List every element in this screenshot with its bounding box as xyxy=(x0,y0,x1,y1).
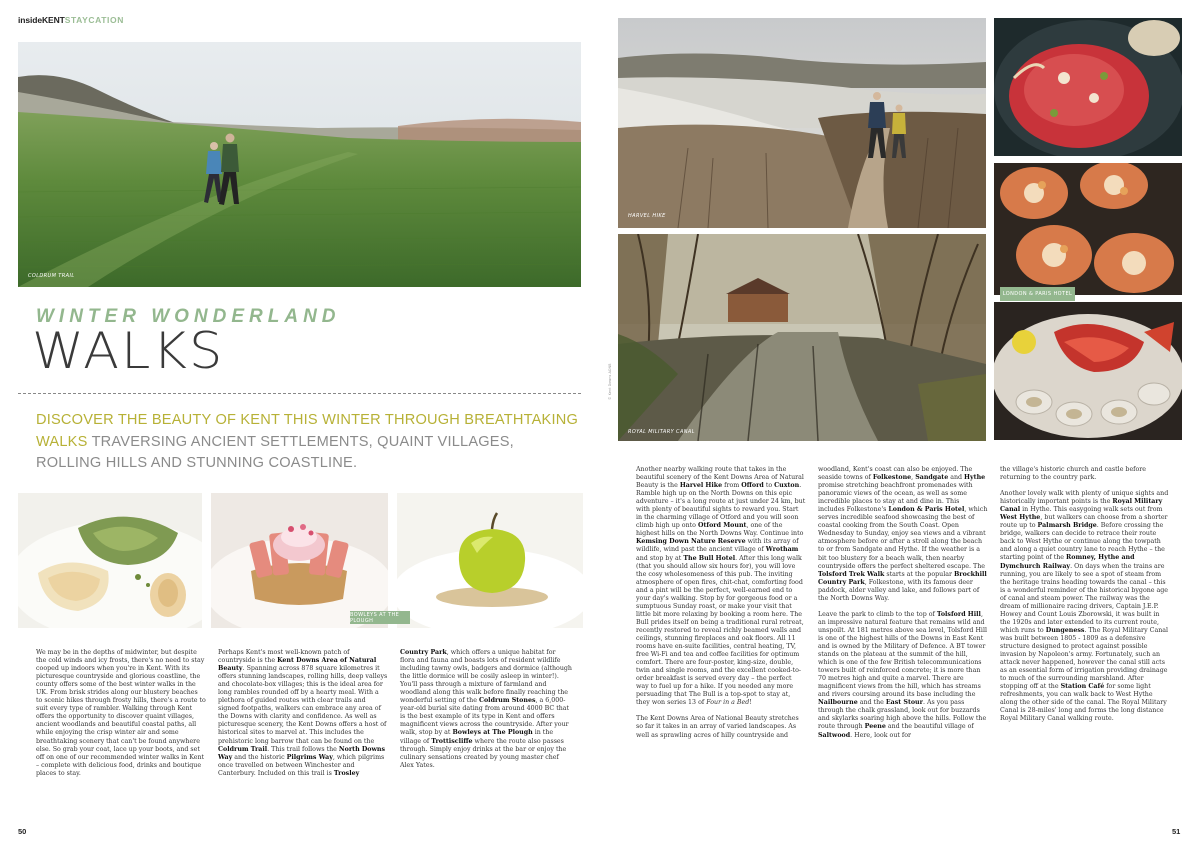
bowleys-caption: BOWLEYS AT THE PLOUGH xyxy=(350,611,410,624)
body-paragraph: Another lovely walk with plenty of unique sights and historically important points is the Royal Military Canal in Hythe. This easygoing walk sets out from West Hythe, but walkers can choose from a shorter route up to Palmarsh Bridge. Before crossing the bridge, walkers can decide to retrace their route back to West Hythe or continue along the towpath and along a quiet country lane to reach Hythe – the starting point of the Romney, Hythe and Dymchurch Railway. On days when the trains are running, you are likely to see a spot of steam from the heritage trains heading towards the canal – this is a wonderful reminder of the historical bygone age of canal and steam power. The railway was the dream of millionaire racing drivers, Captain J.E.P. Howey and Count Louis Zborowski, it was built in the 1920s and later extended to its current route, which runs to Dungeness. The Royal Military Canal was built between 1805 - 1809 as a defensive structure designed to protect against possible invasion by Napoleon's army. Fortunately, such an attack never happened, however the canal still acts as an essential form of irrigation providing drainage to much of the surrounding marshland. After stopping off at the Station Café for some light refreshments, you can walk back to West Hythe along the other side of the canal. The Royal Military Canal is 28-miles' long and forms the long distance Royal Military Canal walking route. xyxy=(1000,490,1169,723)
body-column-4 xyxy=(636,466,806,740)
carpaccio-photo xyxy=(994,18,1182,156)
harvel-hike-photo xyxy=(618,18,986,228)
header-prefix: inside xyxy=(18,15,42,25)
dashed-rule xyxy=(18,393,581,394)
header-section: STAYCATION xyxy=(64,15,124,25)
body-paragraph: Another nearby walking route that takes in the beautiful scenery of the Kent Downs Area of Natural Beauty is the Harvel Hike from Offord to Cuxton. Ramble high up on the North Downs on this epic adventure – it's a long route at just under 24 km, but with plenty of beautiful sights to reward you. Start in the charming village of Otford and you will soon climb high up onto Otford Mount, one of the highest hills on the North Downs Way. Continue into Kemsing Down Nature Reserve with its array of wildlife, wind past the ancient village of Wrotham and stop by at The Bull Hotel. After this long walk (that you should allow six hours for), you will love the cosy wholesomeness of this pub. The inviting atmosphere of open fires, chit-chat, comforting food and a pint will be the perfect, well-earned end to your day's walking. Stop by for gorgeous food or a sumptuous Sunday roast, or make your visit that little bit more relaxing by booking a room here. The Bull prides itself on being a traditional rural retreat, recently restored to reveal richly beamed walls and ceilings, stunning fireplaces and oak floors. All 11 rooms have en-suite facilities, central heating, TV, free Wi-Fi and tea and coffee facilities for optimum comfort. There are four-poster, king-size, double, twin and single rooms, and the excellent cooked-to-order breakfast is served every day – the perfect way to fuel up for a hike. If you needed any more persuading that The Bull is a top-spot to stay at, they won series 13 of Four in a Bed! xyxy=(636,466,806,707)
body-paragraph: Country Park, which offers a unique habitat for flora and fauna and boasts lots of resident wildlife including tawny owls, badgers and dormice (although the little dormice will be cosily asleep in winter!). You'll pass through a mixture of farmland and woodland along this walk before finally reaching the wonderful setting of the Coldrum Stones, a 6,000-year-old burial site dating from around 4000 BC that is the best example of its type in Kent and offers magnificent views across the countryside. After your walk, stop by at Bowleys at The Plough in the village of Trottiscliffe where the route also passes through. Simply enjoy drinks at the bar or enjoy the culinary sensations created by young master chef Alex Yates. xyxy=(400,649,572,769)
body-paragraph: Leave the park to climb to the top of Tolsford Hill, an impressive natural feature that remains wild and unspoilt. At 181 metres above sea level, Tolsford Hill is one of the highest hills of the Downs in East Kent and is owned by the Military of Defence. A BT tower stands on the plateau at the summit of the hill, which is one of the few British telecommunications towers built of reinforced concrete; it is more than 70 metres high and quite a marvel. There are magnificent views from the hill, which has streams and rivers coursing around its base including the Nailbourne and the East Stour. As you pass through the chalk grassland, look out for buzzards and skylarks soaring high above the hills. Follow the route through Peene and the beautiful village of Saltwood. Here, look out for xyxy=(818,610,987,739)
deck-highlight: DISCOVER THE BEAUTY OF KENT THIS WINTER THROUGH BREATHTAKING WALKS xyxy=(36,412,579,450)
deck-rest: TRAVERSING ANCIENT SETTLEMENTS, QUAINT VILLAGES, ROLLING HILLS AND STUNNING COASTLINE. xyxy=(36,433,514,471)
page-number-right: 51 xyxy=(1172,827,1181,836)
royal-military-canal-caption: ROYAL MILITARY CANAL xyxy=(628,429,695,435)
body-paragraph: woodland, Kent's coast can also be enjoyed. The seaside towns of Folkestone, Sandgate and Hythe promise stretching beachfront promenades with panoramic views of the ocean, as well as some incredible places to stay at and dine in. This includes Folkestone's London & Paris Hotel, which serves incredible seafood showcasing the best of coastal cooking from the South Coast. Open Wednesday to Sunday, enjoy sea views and a vibrant atmosphere before or after a stroll along the beach to or from Sandgate and Hythe. If the weather is a bit too blustery for a beach walk, then nearby countryside offers the perfect sheltered escape. The Tolsford Trek Walk starts at the popular Brockhill Country Park, Folkestone, with its famous deer paddock, alder valley and lake, and follows part of the North Downs Way. xyxy=(818,466,988,602)
body-paragraph: The Kent Downs Area of National Beauty stretches so far it takes in an array of varied landscapes. As well as sprawling acres of hilly countryside and xyxy=(636,715,799,739)
photo-credit: © Kent Downs AONB xyxy=(608,363,612,400)
feature-deck xyxy=(36,410,581,475)
coldrum-trail-photo xyxy=(18,42,581,287)
feature-kicker: WINTER WONDERLAND xyxy=(36,306,341,327)
page-number-left: 50 xyxy=(18,827,27,836)
body-paragraph: We may be in the depths of midwinter, but despite the cold winds and icy frosts, there's no need to stay cooped up indoors when you're in Kent. With its picturesque countryside and glorious coastline, the county offers some of the best winter walks in the UK. From brisk strides along our blustery beaches to scenic hikes through frosty hills, there's a route to suit every type of rambler. Walking through Kent offers the opportunity to discover quaint villages, ancient woodlands and beautiful coastal paths, all while enjoying the crisp winter air and some breathtaking scenery that can't be found anywhere else. So grab your coat, lace up your boots, and set off on one of our recommended winter walks in Kent – complete with delicious food, drinks and boutique places to stay. xyxy=(36,649,206,777)
body-column-1 xyxy=(36,649,206,778)
london-paris-hotel-caption: LONDON & PARIS HOTEL xyxy=(1000,287,1075,301)
rhubarb-dessert-photo xyxy=(211,493,388,628)
body-paragraph: the village's historic church and castle before returning to the country park. xyxy=(1000,466,1147,482)
fish-dish-photo xyxy=(18,493,202,628)
green-apple-dessert-photo xyxy=(397,493,583,628)
harvel-hike-caption: HARVEL HIKE xyxy=(628,213,666,219)
royal-military-canal-photo xyxy=(618,234,986,441)
magazine-header xyxy=(18,15,124,25)
body-paragraph: Perhaps Kent's most well-known patch of countryside is the Kent Downs Area of Natural Beauty. Spanning across 878 square kilometres it offers stunning landscapes, rolling hills, deep valleys and chocolate-box villages; this is the ideal area for long rambles rounded off by a hearty meal. With a plethora of guided routes with clear trails and signed footpaths, walkers can embrace any area of the Downs with clarity and confidence. As well as picturesque scenery, the Kent Downs offers a host of historical sites to marvel at. This includes the prehistoric long barrow that can be found on the Coldrum Trail. This trail follows the North Downs Way and the historic Pilgrims Way, which pilgrims once travelled on between Winchester and Canterbury. Included on this trail is Trosley xyxy=(218,649,388,777)
body-column-5 xyxy=(818,466,988,740)
feature-title: WALKS xyxy=(32,322,225,380)
body-column-6 xyxy=(1000,466,1170,723)
seafood-platter-photo xyxy=(994,302,1182,440)
body-column-2 xyxy=(218,649,388,778)
body-column-3 xyxy=(400,649,572,770)
scallops-photo xyxy=(994,163,1182,295)
coldrum-trail-caption: COLDRUM TRAIL xyxy=(28,273,75,279)
header-brand: KENT xyxy=(41,15,65,25)
